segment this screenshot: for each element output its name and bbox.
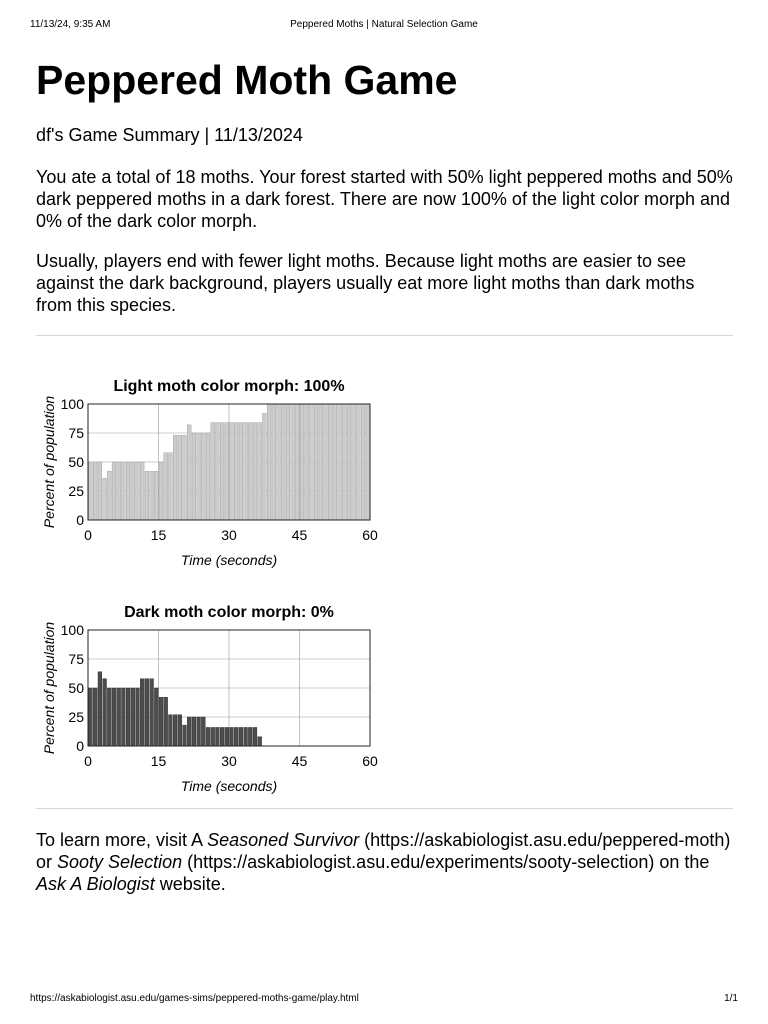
chart-bar: [253, 727, 257, 746]
chart-bar: [244, 727, 248, 746]
chart-bar: [183, 725, 187, 746]
chart-bar: [136, 688, 140, 746]
learn-more-paragraph: [36, 829, 733, 895]
chart-bar: [239, 727, 243, 746]
chart-bar: [173, 435, 177, 520]
x-axis-label: Time (seconds): [180, 778, 278, 794]
charts-section: [36, 336, 733, 808]
chart-bar: [366, 404, 370, 520]
seasoned-survivor-url: (https://askabiologist.asu.edu/peppered-moth) or: [36, 830, 731, 872]
chart-bar: [126, 688, 130, 746]
chart-bar: [103, 679, 107, 746]
x-tick-label: 15: [150, 753, 167, 769]
chart-bar: [98, 672, 102, 746]
chart-bar: [234, 423, 238, 520]
game-summary-heading: df's Game Summary | 11/13/2024: [36, 125, 303, 145]
chart-bar: [164, 453, 168, 520]
print-page-title: Peppered Moths | Natural Selection Game: [290, 19, 478, 30]
chart-bar: [136, 462, 140, 520]
dark-moth-chart: [36, 586, 386, 794]
chart-bar: [178, 715, 182, 746]
chart-bar: [173, 715, 177, 746]
print-footer: [30, 993, 738, 1007]
chart-bar: [286, 404, 290, 520]
chart-bar: [225, 423, 229, 520]
chart-bar: [197, 717, 201, 746]
x-axis-label: Time (seconds): [180, 552, 278, 568]
result-paragraph: You ate a total of 18 moths. Your forest started with 50% light peppered moths and 50% dark peppered moths in a dark forest. There are now 100% of the light color morph and 0% of the dark color morph.: [36, 167, 733, 231]
chart-bar: [248, 423, 252, 520]
sooty-selection-url: (https://askabiologist.asu.edu/experiments/sooty-selection) on the: [182, 852, 710, 872]
y-tick-label: 25: [68, 483, 84, 499]
explanation-paragraph: Usually, players end with fewer light moths. Because light moths are easier to see against the dark background, players usually eat more light moths than dark moths from this species.: [36, 251, 695, 315]
chart-bar: [145, 471, 149, 520]
chart-bar: [239, 423, 243, 520]
y-tick-label: 50: [68, 680, 84, 696]
chart-bar: [187, 717, 191, 746]
print-url: https://askabiologist.asu.edu/games-sims/peppered-moths-game/play.html: [30, 993, 359, 1004]
x-tick-label: 60: [362, 753, 378, 769]
chart-bar: [281, 404, 285, 520]
chart-bar: [295, 404, 299, 520]
chart-bar: [324, 404, 328, 520]
chart-bar: [277, 404, 281, 520]
chart-bar: [300, 404, 304, 520]
print-date: 11/13/24, 9:35 AM: [30, 19, 111, 30]
chart-bar: [234, 727, 238, 746]
chart-bar: [253, 423, 257, 520]
chart-bar: [112, 688, 116, 746]
chart-bar: [169, 715, 173, 746]
y-tick-label: 25: [68, 709, 84, 725]
chart-bar: [192, 433, 196, 520]
y-tick-label: 75: [68, 651, 84, 667]
y-tick-label: 0: [76, 738, 84, 754]
chart-bar: [211, 727, 215, 746]
chart-bar: [164, 697, 168, 746]
chart-bar: [361, 404, 365, 520]
divider-bottom: [36, 808, 733, 809]
chart-bar: [131, 688, 135, 746]
chart-bar: [338, 404, 342, 520]
chart-bar: [89, 462, 93, 520]
chart-bar: [126, 462, 130, 520]
chart-bar: [230, 423, 234, 520]
light-moth-chart-svg: [36, 360, 386, 568]
chart-bar: [225, 727, 229, 746]
dark-moth-chart-svg: [36, 586, 386, 794]
chart-title: Light moth color morph: 100%: [113, 378, 345, 395]
print-page-number: 1/1: [724, 993, 738, 1004]
main-content: [36, 50, 733, 895]
chart-bar: [258, 737, 262, 746]
x-tick-label: 45: [291, 753, 308, 769]
chart-bar: [267, 404, 271, 520]
ask-a-biologist-site: Ask A Biologist: [36, 874, 155, 894]
x-tick-label: 15: [150, 527, 167, 543]
chart-bar: [244, 423, 248, 520]
chart-bar: [93, 688, 97, 746]
chart-bar: [150, 679, 154, 746]
chart-bar: [220, 423, 224, 520]
x-tick-label: 30: [221, 527, 237, 543]
y-tick-label: 100: [60, 622, 84, 638]
chart-title: Dark moth color morph: 0%: [124, 604, 334, 621]
chart-bar: [103, 478, 107, 520]
x-tick-label: 30: [221, 753, 237, 769]
y-axis-label: Percent of population: [41, 395, 57, 529]
sooty-selection-link[interactable]: Sooty Selection: [57, 852, 183, 872]
x-tick-label: 60: [362, 527, 378, 543]
chart-bar: [201, 717, 205, 746]
chart-bar: [140, 679, 144, 746]
seasoned-survivor-link[interactable]: Seasoned Survivor: [207, 830, 360, 850]
chart-bar: [169, 453, 173, 520]
chart-bar: [310, 404, 314, 520]
chart-bar: [112, 462, 116, 520]
chart-bar: [333, 404, 337, 520]
chart-bar: [216, 727, 220, 746]
light-moth-chart: [36, 360, 386, 568]
chart-bar: [263, 413, 267, 520]
chart-bar: [206, 433, 210, 520]
chart-bar: [206, 727, 210, 746]
chart-bar: [117, 688, 121, 746]
chart-bar: [291, 404, 295, 520]
chart-bar: [272, 404, 276, 520]
y-tick-label: 50: [68, 454, 84, 470]
chart-bar: [211, 423, 215, 520]
chart-bar: [220, 727, 224, 746]
chart-bar: [192, 717, 196, 746]
x-tick-label: 0: [84, 527, 92, 543]
chart-bar: [328, 404, 332, 520]
chart-bar: [197, 433, 201, 520]
chart-bar: [187, 425, 191, 520]
x-tick-label: 0: [84, 753, 92, 769]
chart-bar: [352, 404, 356, 520]
chart-bar: [98, 462, 102, 520]
chart-bar: [107, 688, 111, 746]
chart-bar: [107, 471, 111, 520]
y-tick-label: 0: [76, 512, 84, 528]
chart-bar: [183, 435, 187, 520]
chart-bar: [117, 462, 121, 520]
learn-prefix: To learn more, visit A: [36, 830, 208, 850]
chart-bar: [145, 679, 149, 746]
chart-bar: [216, 423, 220, 520]
chart-bar: [248, 727, 252, 746]
page-title: Peppered Moth Game: [36, 57, 458, 103]
chart-bar: [314, 404, 318, 520]
chart-bar: [319, 404, 323, 520]
chart-bar: [89, 688, 93, 746]
chart-bar: [131, 462, 135, 520]
chart-bar: [154, 688, 158, 746]
chart-bar: [357, 404, 361, 520]
y-tick-label: 100: [60, 396, 84, 412]
chart-bar: [178, 435, 182, 520]
chart-bar: [122, 462, 126, 520]
chart-bar: [154, 471, 158, 520]
chart-bar: [93, 462, 97, 520]
print-header: [30, 19, 738, 33]
chart-bar: [347, 404, 351, 520]
chart-bar: [140, 462, 144, 520]
chart-bar: [305, 404, 309, 520]
chart-bar: [258, 423, 262, 520]
chart-bar: [230, 727, 234, 746]
y-tick-label: 75: [68, 425, 84, 441]
chart-bar: [159, 697, 163, 746]
y-axis-label: Percent of population: [41, 621, 57, 755]
chart-bar: [342, 404, 346, 520]
chart-bar: [122, 688, 126, 746]
chart-bar: [201, 433, 205, 520]
chart-bar: [159, 462, 163, 520]
learn-suffix: website.: [154, 874, 226, 894]
chart-bar: [150, 471, 154, 520]
x-tick-label: 45: [291, 527, 308, 543]
